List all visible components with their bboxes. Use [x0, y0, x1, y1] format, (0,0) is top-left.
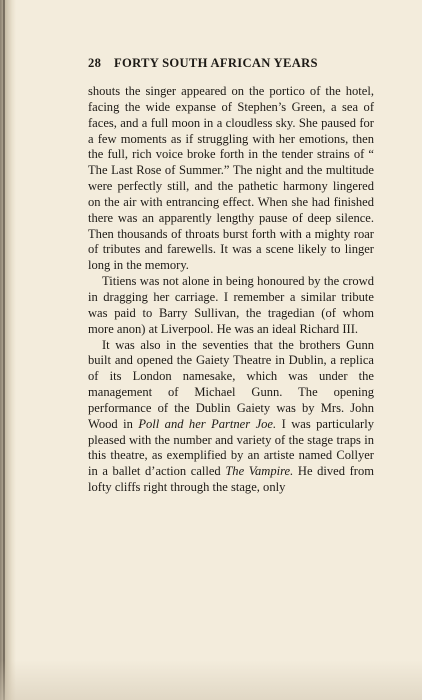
paragraph-2 [88, 274, 374, 337]
page-bottom-shade [0, 660, 422, 700]
paragraph-3-text: It was also in the seventies that the brothers Gunn built and opened the Gaiety Theatre in Dublin, a replica of its London namesake, which was under the management of Michael Gunn. The opening performance of the Dublin Gaiety was by Mrs. John Wood in [88, 337, 374, 431]
running-title: FORTY SOUTH AFRICAN YEARS [114, 56, 318, 70]
paragraph-3 [88, 338, 374, 496]
play-title-poll: Poll and her Partner Joe. [138, 416, 277, 431]
paragraph-3-text-cont: I was particularly pleased with the number and variety of the stage traps in this theatre, as exemplified by an artiste named Collyer in a ballet d’action called [88, 416, 374, 479]
binding-edge [3, 0, 5, 700]
running-header [88, 56, 374, 84]
page-content [88, 56, 374, 496]
page-number: 28 [88, 56, 102, 70]
body-text [88, 84, 374, 496]
paragraph-1-text: shouts the singer appeared on the portico of the hotel, facing the wide expanse of Stephen’s Green, a sea of faces, and a full moon in a cloudless sky. She paused for a few moments as if struggling with her emotions, then the full, rich voice broke forth in the tender strains of “ The Last Rose of Summer.” The night and the multitude were perfectly still, and the pathetic harmony lingered on the air with entrancing effect. When she had finished there was an apparently lengthy pause of deep silence. Then thousands of throats burst forth with a mighty roar of tributes and farewells. It was a scene likely to linger long in the memory. [88, 84, 374, 273]
paragraph-2-text: Titiens was not alone in being honoured by the crowd in dragging her carriage. I remember a similar tribute was paid to Barry Sullivan, the tragedian (of whom more anon) at Liverpool. He was an ideal Richard III. [88, 274, 374, 336]
paragraph-1 [88, 84, 374, 274]
paragraph-3-text-end: He dived from lofty cliffs right through the stage, only [88, 464, 374, 495]
ballet-title-vampire: The Vampire. [225, 464, 294, 479]
